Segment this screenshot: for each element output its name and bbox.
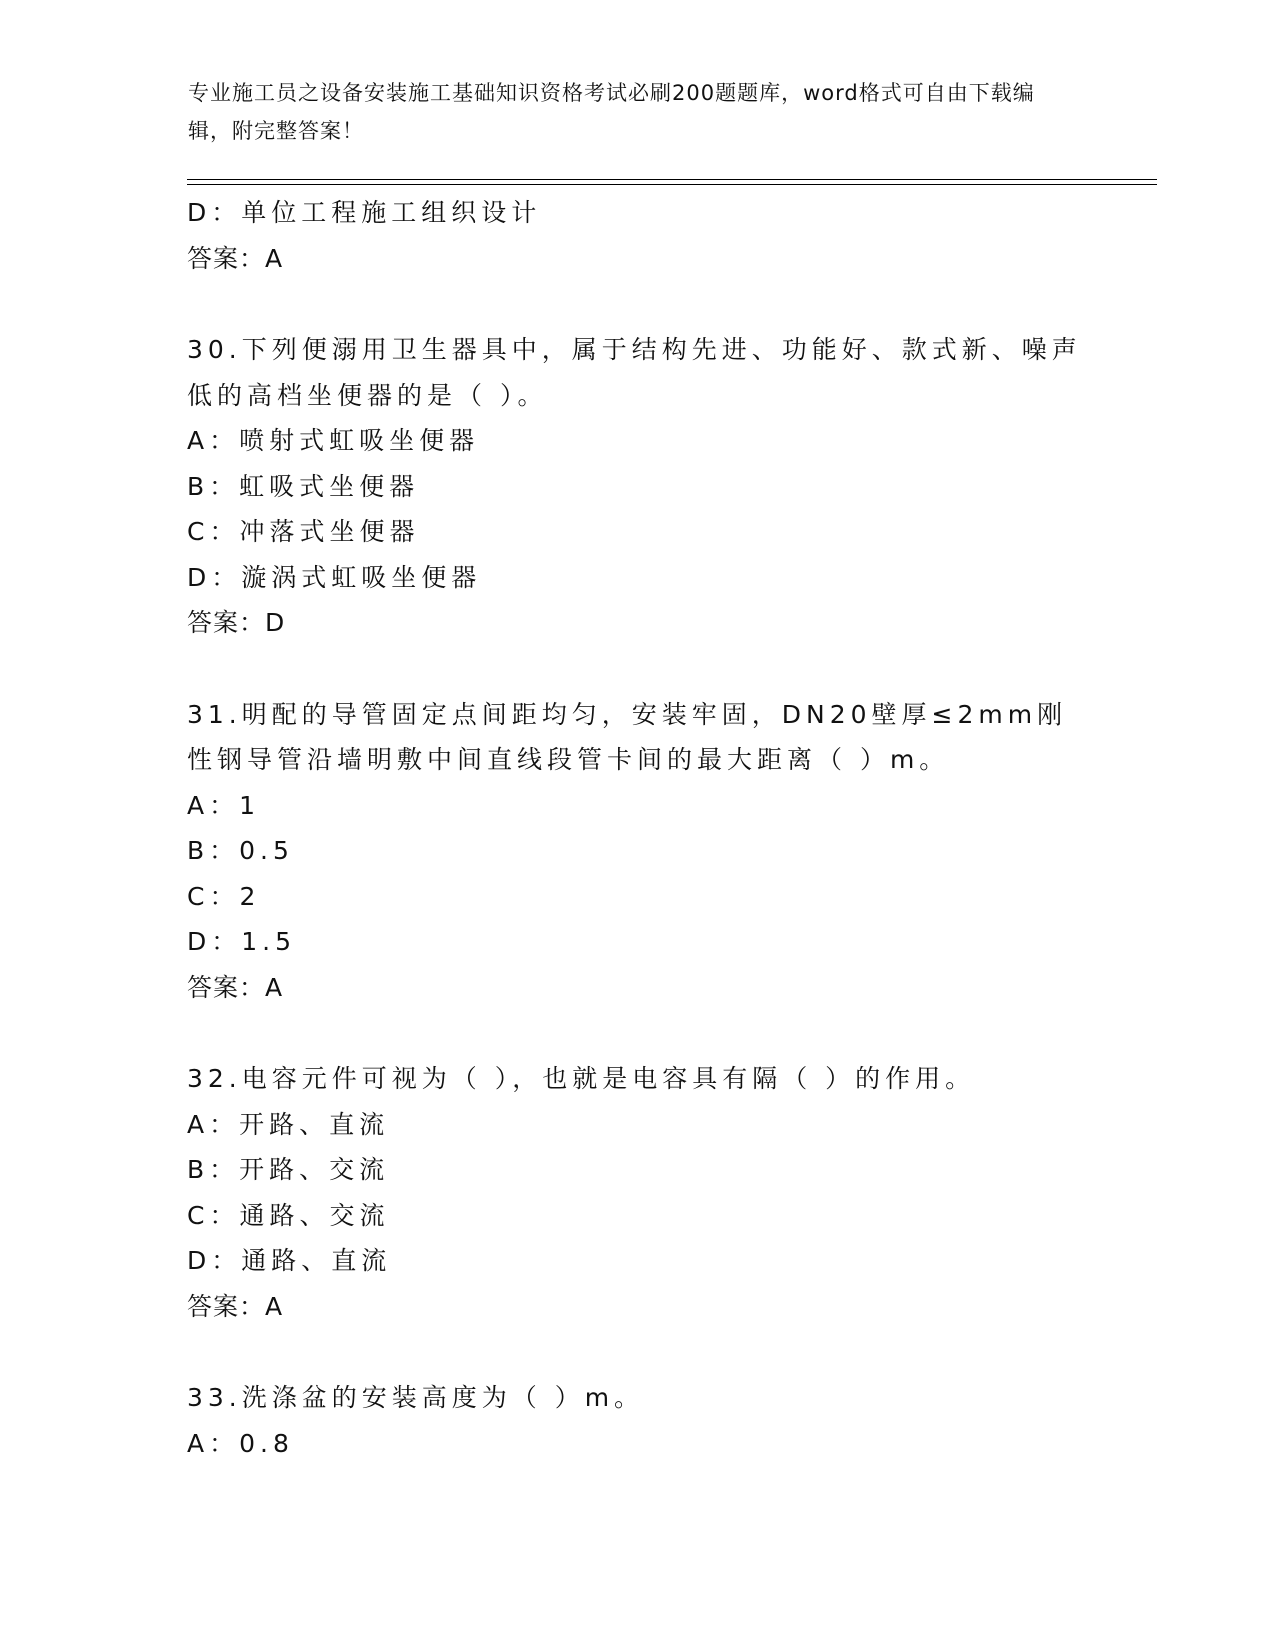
option-a: A：喷射式虹吸坐便器 (187, 426, 480, 455)
option-d: D：1.5 (187, 927, 297, 956)
option-c: C：2 (187, 881, 261, 911)
header-divider-top (187, 179, 1157, 180)
document-header: 专业施工员之设备安装施工基础知识资格考试必刷200题题库，word格式可自由下载编辑，附完整答案！ (188, 81, 1035, 143)
option-a: A：开路、直流 (187, 1109, 390, 1139)
spacer (187, 646, 1087, 692)
answer-line: 答案：A (187, 243, 284, 273)
option-a: A：0.8 (187, 1428, 294, 1458)
answer-line: 答案：A (187, 972, 284, 1002)
option-d: D：通路、直流 (187, 1246, 392, 1275)
question-31 (187, 692, 1087, 1011)
question-32 (187, 1056, 1087, 1329)
answer-line: 答案：A (187, 1291, 284, 1321)
option-b: B：0.5 (187, 836, 294, 865)
option-a: A：1 (187, 790, 261, 820)
spacer (187, 281, 1087, 327)
option-d: D：漩涡式虹吸坐便器 (187, 562, 482, 592)
answer-line: 答案：D (187, 608, 286, 637)
question-30 (187, 327, 1087, 646)
spacer (187, 1329, 1087, 1375)
option-b: B：开路、交流 (187, 1155, 390, 1184)
spacer (187, 1010, 1087, 1056)
question-stem: 33.洗涤盆的安装高度为（ ）m。 (187, 1383, 645, 1412)
question-list (187, 190, 1087, 1466)
option-c: C：通路、交流 (187, 1200, 390, 1230)
question-33 (187, 1375, 1087, 1466)
question-stem: 30.下列便溺用卫生器具中，属于结构先进、功能好、款式新、噪声低的高档坐便器的是（ ）。 (187, 335, 1082, 410)
header-divider-bottom (187, 184, 1157, 185)
option-b: B：虹吸式坐便器 (187, 471, 420, 501)
question-stem: 32.电容元件可视为（ ），也就是电容具有隔（ ）的作用。 (187, 1064, 976, 1093)
option-d: D：单位工程施工组织设计 (187, 198, 542, 227)
option-c: C：冲落式坐便器 (187, 517, 420, 546)
question-stem: 31.明配的导管固定点间距均匀，安装牢固，DN20壁厚≤2mm刚性钢导管沿墙明敷中间直线段管卡间的最大距离（ ）m。 (187, 699, 1068, 774)
